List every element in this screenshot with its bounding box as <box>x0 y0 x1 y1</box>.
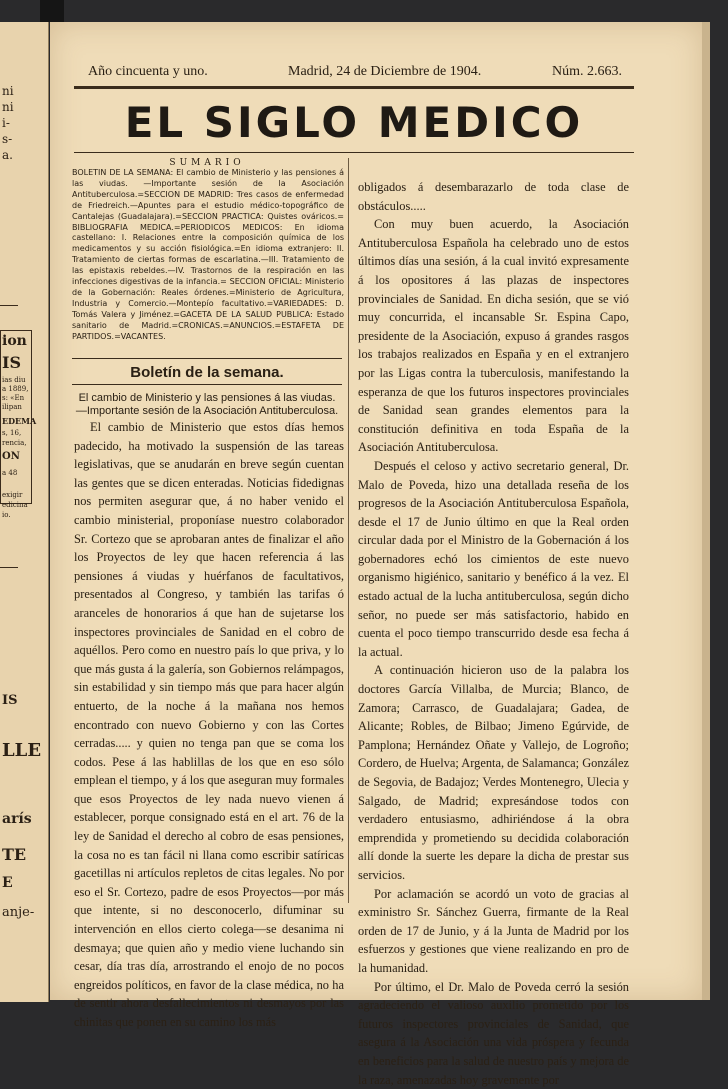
margin-fragment: rencia, <box>2 439 27 447</box>
summary-rule <box>72 358 342 359</box>
left-column <box>74 418 344 1032</box>
margin-fragment: anje- <box>2 905 35 920</box>
binder-clip <box>40 0 64 22</box>
right-column <box>358 178 629 1089</box>
margin-fragment: s, 16, <box>2 429 22 437</box>
masthead-title: EL SIGLO MEDICO <box>124 98 584 147</box>
paragraph: El cambio de Ministerio que estos días hemos padecido, ha motivado la suspensión de las tareas legislativas, que se anudarán en breve según cuentan las gentes que se dicen enteradas. Noticias fidedignas nos permiten asegurar que, á no haber venido el cambio ministerial, proponíase nuestro colaborador Sr. Cortezo que se aprobaran antes de finalizar el año los Proyectos de ley que hacen referencia á las pensiones á viudas y huérfanos de facultativos, presentados al Congreso, y también las tarifas ó aranceles de honorarios á que han de sujetarse los inspectores provinciales de Sanidad en el cobro de aquéllos. Pero como en nuestro país lo que priva, y lo que más gusta á la galería, son Gobiernos relámpagos, sin estabilidad y sin tiempo más que para hacer algún entuerto, de la noche á la mañana nos hemos encontrado con nuevo Gobierno y con las Cortes cerradas..... y quien no tenga pan que se coma los codos. Pese á las hablillas de los que en eso sólo emplean el tiempo, y á los que aseguran muy formales que esos Proyectos de ley nada nuevo vienen á establecer, porque consignado está en el art. 76 de la ley de Sanidad el derecho al cobro de esas pensiones, la cosa no es tan fácil ni llana como escribir satíricas gacetillas ni artículos repletos de citas legales. No por eso el Sr. Cortezo, padre de esos Proyectos—por más que intente, si no desconocerlo, difuminar su intervención en ellos cierto colega—se desanima ni desmaya; que quien año y medio viene luchando sin cesar, día tras día, arrostrando el enojo de no pocos engreidos políticos, en favor de la clase médica, no ha de sentir ahora desfallecimientos ni desmayos por las chinitas que ponen en su camino los más <box>74 420 344 1029</box>
page-edge <box>702 22 710 1000</box>
margin-fragment: io. <box>2 511 11 519</box>
margin-fragment: s: «En <box>2 394 25 402</box>
margin-fragment: IS <box>2 353 22 372</box>
paragraph: Por aclamación se acordó un voto de gracias al exministro Sr. Sánchez Guerra, firmante de la Real orden de 17 de Junio, y á la Junta de Madrid por los esfuerzos y gestiones que viene realizando en pro de la humanidad. <box>358 886 629 975</box>
margin-fragment: edicina <box>2 501 28 509</box>
margin-fragment: EDEMA <box>2 416 37 426</box>
margin-fragment: ni <box>2 100 14 114</box>
section-rule <box>72 384 342 385</box>
paragraph: Después el celoso y activo secretario general, Dr. Malo de Poveda, hizo una detallada reseña de los progresos de la Asociación Antituberculosa Española, desde el 17 de Junio último en que la Real orden circular dada por el Ministro de la Gobernación á los gobernadores echó los cimientos de este nuevo organismo higiénico, sanitario y benéfico á la vez. El estado actual de la lucha antituberculosa, según dicho señor, no puede ser más satisfactorio, habido en cuenta el poco tiempo transcurrido desde esa fecha á la actual. <box>358 458 629 659</box>
paragraph: obligados á desembarazarlo de toda clase de obstáculos..... <box>358 180 629 213</box>
newspaper-page <box>50 22 702 1087</box>
masthead-rule <box>74 152 634 153</box>
margin-rule <box>0 567 18 568</box>
issue-number: Núm. 2.663. <box>552 64 622 79</box>
margin-fragment: a 1889, <box>2 385 29 393</box>
paragraph: A continuación hicieron uso de la palabra los doctores García Villalba, de Murcia; Blanco, de Zamora; Carrasco, de Guadalajara; Gadea, de Alicante; Robles, de Bilbao; Jimeno Egúrvide, de Pamplona; Hernández Oñate y Vallejo, de Logroño; Cordero, de Huelva; Argenta, de Salamanca; González de Segovia, de Badajoz; Verdes Montenegro, Ulecia y Salgado, de Madrid; expresándose todos con verdadero entusiasmo, adhiriéndose á la obra emprendida y prometiendo su decidida colaboración allí donde la suerte les depare la dicha de prestar sus servicios. <box>358 663 629 882</box>
paragraph: Con muy buen acuerdo, la Asociación Antituberculosa Española ha celebrado uno de estos últimos días una sesión, á la cual invitó expresamente á los opositores á las plazas de inspectores provinciales de Sanidad. En dicha sesión, que se vió muy concurrida, el incansable Sr. Espina Capo, presidente de la Asociación, expuso á grandes rasgos los trabajos realizados en España y en el extranjero por las Ligas contra la tuberculosis, manifestando la esperanza de que los futuros inspectores provinciales de Sanidad sean grandes elementos para la constitución definitiva en toda España de la Asociación Antituberculosa. <box>358 217 629 455</box>
margin-fragment: s- <box>2 132 13 146</box>
margin-fragment: ilipan <box>2 403 22 411</box>
margin-fragment: LLE <box>2 740 42 761</box>
paragraph: Por último, el Dr. Malo de Poveda cerró la sesión agradeciendo el valioso auxilio prometido por los futuros inspectores provinciales de Sanidad, que asegura á la Asociación una vida próspera y fecunda en beneficios para la salud de nuestro país y mejora de la raza, amenazadas hoy gravemente por <box>358 979 629 1087</box>
margin-rule <box>0 305 18 306</box>
margin-fragment: ni <box>2 84 14 98</box>
margin-fragment: ON <box>2 451 20 462</box>
margin-fragment: E <box>2 875 13 891</box>
adjacent-page-edge <box>0 22 49 1002</box>
margin-fragment: ias diu <box>2 376 26 384</box>
year-label: Año cincuenta y uno. <box>88 64 208 79</box>
margin-fragment: TE <box>2 845 27 864</box>
section-title: Boletín de la semana. <box>130 364 284 381</box>
article-subheading: El cambio de Ministerio y las pensiones á las viudas.—Importante sesión de la Asociación Antituberculosa. <box>75 392 339 417</box>
margin-fragment: i- <box>2 116 10 130</box>
margin-fragment: ion <box>2 333 27 349</box>
issue-header <box>74 64 634 88</box>
margin-fragment: exigir <box>2 491 23 499</box>
margin-fragment: arís <box>2 811 32 827</box>
summary-title: SUMARIO <box>169 158 245 168</box>
margin-fragment: a. <box>2 148 13 162</box>
margin-fragment: IS <box>2 693 18 708</box>
column-divider <box>348 158 349 903</box>
header-rule <box>74 88 634 89</box>
margin-fragment: a 48 <box>2 469 18 477</box>
summary-text: BOLETIN DE LA SEMANA: El cambio de Ministerio y las pensiones á las viudas. —Importante sesión de la Asociación Antituberculosa.=SECCION DE MADRID: Tres casos de enfermedad de Friedreich.—Apuntes para el estudio médico-topográfico de Cantalejas (Guadalajara).=SECCION PRACTICA: Quistes ováricos.= BIBLIOGRAFIA MEDICA.=PERIODICOS MEDICOS: En idioma castellano: I. Relaciones entre la composición química de los medicamentos y su acción fisiológica.=En idioma extranjero: II. Tratamiento de ciertas formas de escarlatina.—III. Tratamiento de las epistaxis rebeldes.—IV. Trastornos de la respiración en las infecciones digestivas de la infancia.= SECCION OFICIAL: Ministerio de la Gobernación: Reales órdenes.=Ministerio de Agricultura, Industria y Comercio.—Montepío facultativo.=VARIEDADES: D. Tomás Valera y Jiménez.=GACETA DE LA SALUD PUBLICA: Estado sanitario de Madrid.=CRONICAS.=ANUNCIOS.=ESTAFETA DE PARTIDOS.=VACANTES. <box>72 168 344 341</box>
dateline: Madrid, 24 de Diciembre de 1904. <box>288 64 482 79</box>
